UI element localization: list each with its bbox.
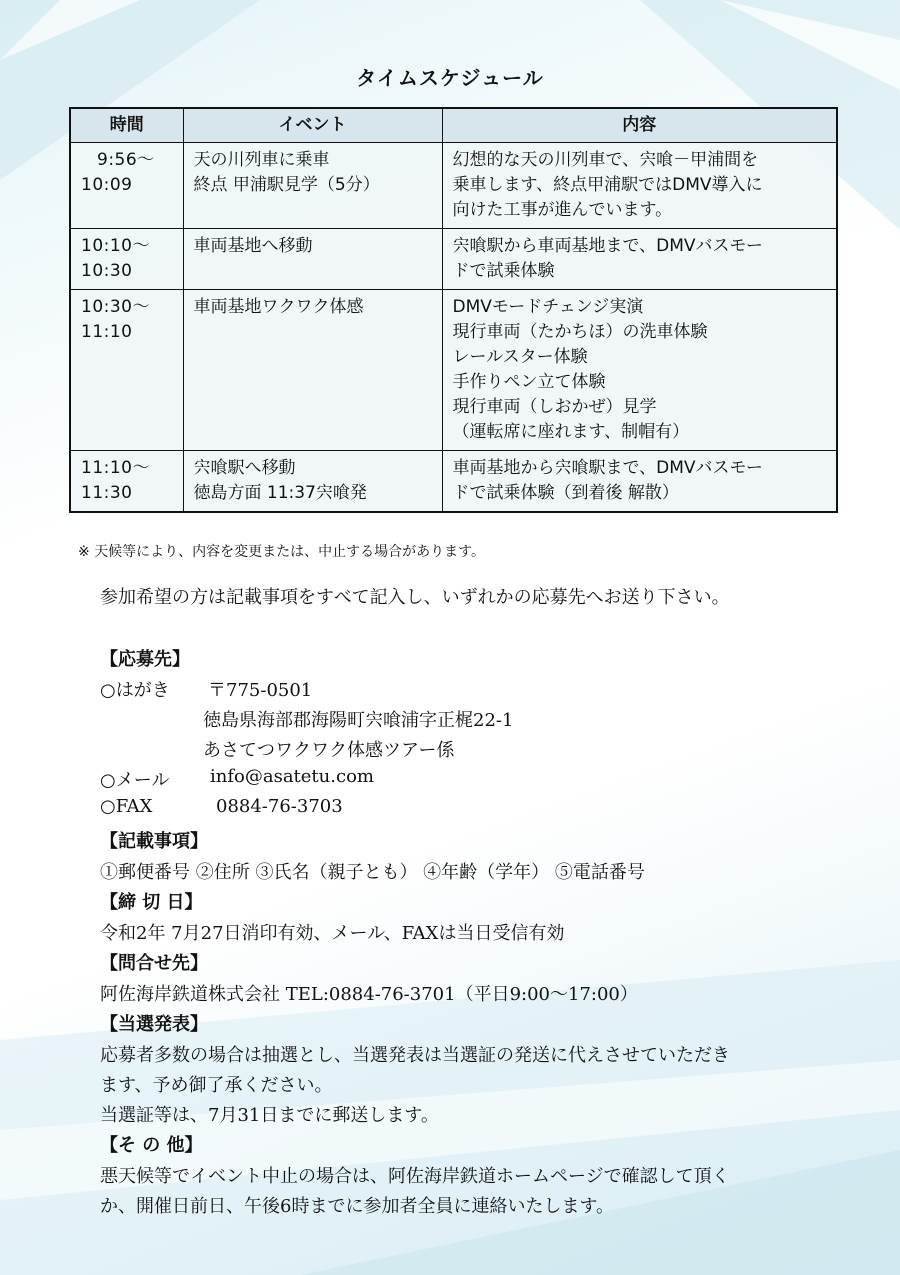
content-cell: 幻想的な天の川列車で、宍喰－甲浦間を 乗車します、終点甲浦駅ではDMV導入に 向けた工事が進んでいます。: [442, 143, 837, 229]
fax-number: 0884-76-3703: [216, 796, 343, 817]
fields-list: ①郵便番号 ②住所 ③氏名（親子とも） ④年齢（学年） ⑤電話番号: [100, 862, 645, 883]
time-cell: 11:10～ 11:30: [70, 451, 183, 513]
email-label: ○メール: [100, 770, 170, 791]
application-heading: 【応募先】: [100, 649, 190, 670]
event-cell: 天の川列車に乗車 終点 甲浦駅見学（5分）: [183, 143, 442, 229]
table-header-row: [70, 108, 837, 143]
event-cell: 車両基地ワクワク体感: [183, 290, 442, 451]
postcard-zip: 〒775-0501: [208, 680, 313, 701]
email-address[interactable]: info@asatetu.com: [210, 766, 374, 787]
event-cell: 車両基地へ移動: [183, 229, 442, 290]
postcard-address: 徳島県海部郡海陽町宍喰浦字正梶22-1: [203, 710, 514, 731]
result-line-1: 応募者多数の場合は抽選とし、当選発表は当選証の発送に代えさせていただき: [100, 1045, 730, 1066]
header-content: 内容: [442, 108, 837, 143]
result-line-3: 当選証等は、7月31日までに郵送します。: [100, 1105, 439, 1126]
postcard-label: ○はがき: [100, 680, 170, 701]
content-cell: 車両基地から宍喰駅まで、DMVバスモー ドで試乗体験（到着後 解散）: [442, 451, 837, 513]
deadline-text: 令和2年 7月27日消印有効、メール、FAXは当日受信有効: [100, 923, 565, 944]
header-time: 時間: [70, 108, 183, 143]
content-cell: DMVモードチェンジ実演 現行車両（たかちほ）の洗車体験 レールスター体験 手作りペン立て体験 現行車両（しおかぜ）見学 （運転席に座れます、制帽有）: [442, 290, 837, 451]
page-title: タイムスケジュール: [356, 66, 544, 90]
result-heading: 【当選発表】: [100, 1014, 208, 1035]
time-cell: 10:10～ 10:30: [70, 229, 183, 290]
time-cell: 9:56～ 10:09: [70, 143, 183, 229]
intro-text: 参加希望の方は記載事項をすべて記入し、いずれかの応募先へお送り下さい。: [100, 587, 730, 608]
event-cell: 宍喰駅へ移動 徳島方面 11:37宍喰発: [183, 451, 442, 513]
table-row: [70, 451, 837, 513]
inquiry-heading: 【問合せ先】: [100, 953, 208, 974]
schedule-table: [69, 107, 838, 513]
table-row: [70, 290, 837, 451]
header-event: イベント: [183, 108, 442, 143]
deadline-heading: 【締 切 日】: [100, 892, 203, 913]
inquiry-text: 阿佐海岸鉄道株式会社 TEL:0884-76-3701（平日9:00～17:00）: [100, 984, 638, 1005]
postcard-recipient: あさてつワクワク体感ツアー係: [203, 740, 455, 761]
other-line-2: か、開催日前日、午後6時までに参加者全員に連絡いたします。: [100, 1196, 615, 1217]
notice-text: ※ 天候等により、内容を変更または、中止する場合があります。: [78, 544, 486, 560]
result-line-2: ます、予め御了承ください。: [100, 1075, 333, 1096]
time-cell: 10:30～ 11:10: [70, 290, 183, 451]
table-row: [70, 229, 837, 290]
fax-label: ○FAX: [100, 796, 153, 817]
other-heading: 【そ の 他】: [100, 1135, 203, 1156]
table-row: [70, 143, 837, 229]
other-line-1: 悪天候等でイベント中止の場合は、阿佐海岸鉄道ホームページで確認して頂く: [100, 1166, 730, 1187]
fields-heading: 【記載事項】: [100, 831, 208, 852]
content-cell: 宍喰駅から車両基地まで、DMVバスモー ドで試乗体験: [442, 229, 837, 290]
